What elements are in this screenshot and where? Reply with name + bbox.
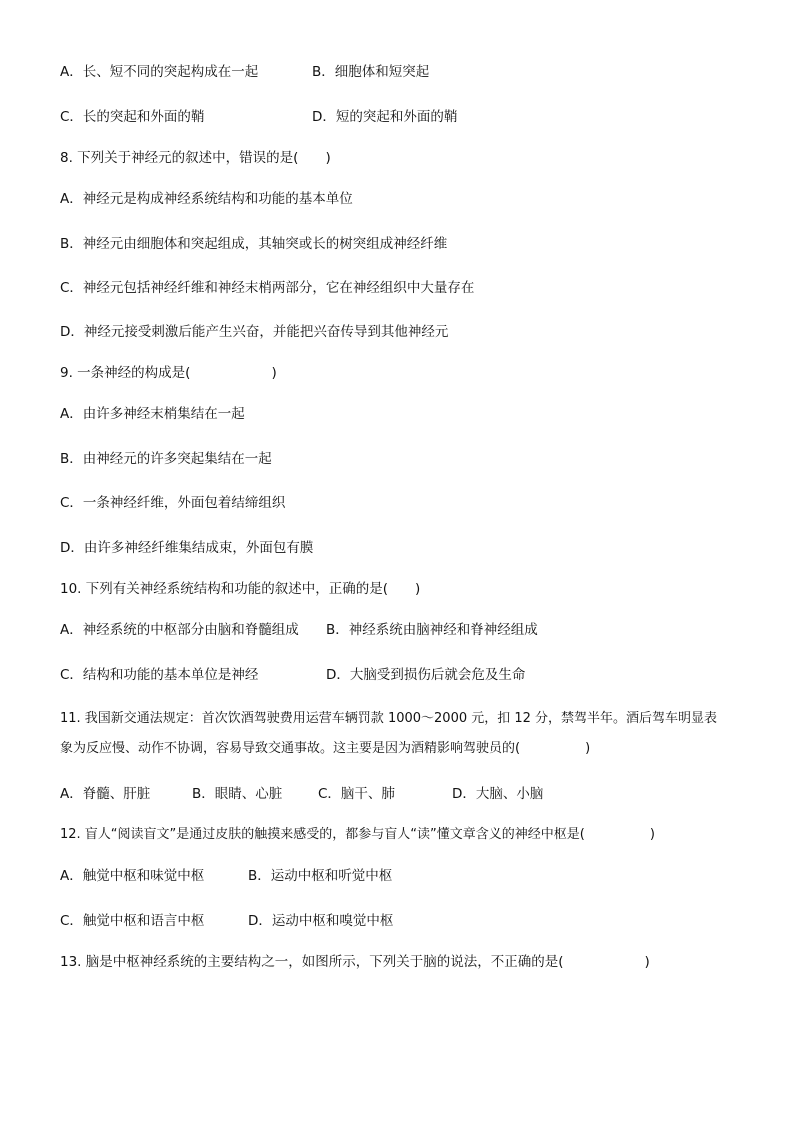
q11-option-d: D．大脑、小脑 — [452, 786, 544, 802]
q11-option-a: A．脊髓、肝脏 — [60, 786, 151, 802]
q12-stem: 12. 盲人“阅读盲文”是通过皮肤的触摸来感受的，都参与盲人“读”懂文章含义的神经中枢是( ) — [60, 827, 655, 842]
q7-option-b: B．细胞体和短突起 — [312, 64, 430, 80]
q11-stem-line2: 象为反应慢、动作不协调，容易导致交通事故。这主要是因为酒精影响驾驶员的( ) — [60, 741, 591, 756]
q10-option-d: D．大脑受到损伤后就会危及生命 — [326, 667, 526, 683]
q9-option-d: D．由许多神经纤维集结成束，外面包有膜 — [60, 540, 314, 556]
q10-stem: 10. 下列有关神经系统结构和功能的叙述中，正确的是( ) — [60, 581, 421, 597]
q11-option-b: B．眼睛、心脏 — [192, 786, 283, 802]
q8-option-c: C．神经元包括神经纤维和神经末梢两部分，它在神经组织中大量存在 — [60, 280, 475, 296]
q12-option-b: B．运动中枢和听觉中枢 — [248, 868, 393, 884]
q7-option-d: D．短的突起和外面的鞘 — [312, 109, 458, 125]
q12-option-a: A．触觉中枢和味觉中枢 — [60, 868, 205, 884]
q8-stem: 8. 下列关于神经元的叙述中，错误的是( ) — [60, 150, 331, 166]
q8-option-b: B．神经元由细胞体和突起组成，其轴突或长的树突组成神经纤维 — [60, 236, 448, 252]
q9-option-a: A．由许多神经末梢集结在一起 — [60, 406, 245, 422]
q7-option-a: A．长、短不同的突起构成在一起 — [60, 64, 259, 80]
q12-option-d: D．运动中枢和嗅觉中枢 — [248, 913, 394, 929]
q10-option-c: C．结构和功能的基本单位是神经 — [60, 667, 259, 683]
q11-stem-line1: 11. 我国新交通法规定：首次饮酒驾驶费用运营车辆罚款 1000～2000 元，扣 12 分，禁驾半年。酒后驾车明显表 — [60, 711, 718, 726]
q9-stem: 9. 一条神经的构成是( ) — [60, 365, 277, 381]
q11-option-c: C．脑干、肺 — [318, 786, 395, 802]
q9-option-b: B．由神经元的许多突起集结在一起 — [60, 451, 272, 467]
q13-stem: 13. 脑是中枢神经系统的主要结构之一，如图所示，下列关于脑的说法，不正确的是( ) — [60, 954, 650, 970]
q7-option-c: C．长的突起和外面的鞘 — [60, 109, 205, 125]
q8-option-a: A．神经元是构成神经系统结构和功能的基本单位 — [60, 191, 353, 207]
q12-option-c: C．触觉中枢和语言中枢 — [60, 913, 205, 929]
q8-option-d: D．神经元接受刺激后能产生兴奋，并能把兴奋传导到其他神经元 — [60, 324, 449, 340]
q10-option-b: B．神经系统由脑神经和脊神经组成 — [326, 622, 538, 638]
q10-option-a: A．神经系统的中枢部分由脑和脊髓组成 — [60, 622, 299, 638]
q9-option-c: C．一条神经纤维，外面包着结缔组织 — [60, 495, 286, 511]
